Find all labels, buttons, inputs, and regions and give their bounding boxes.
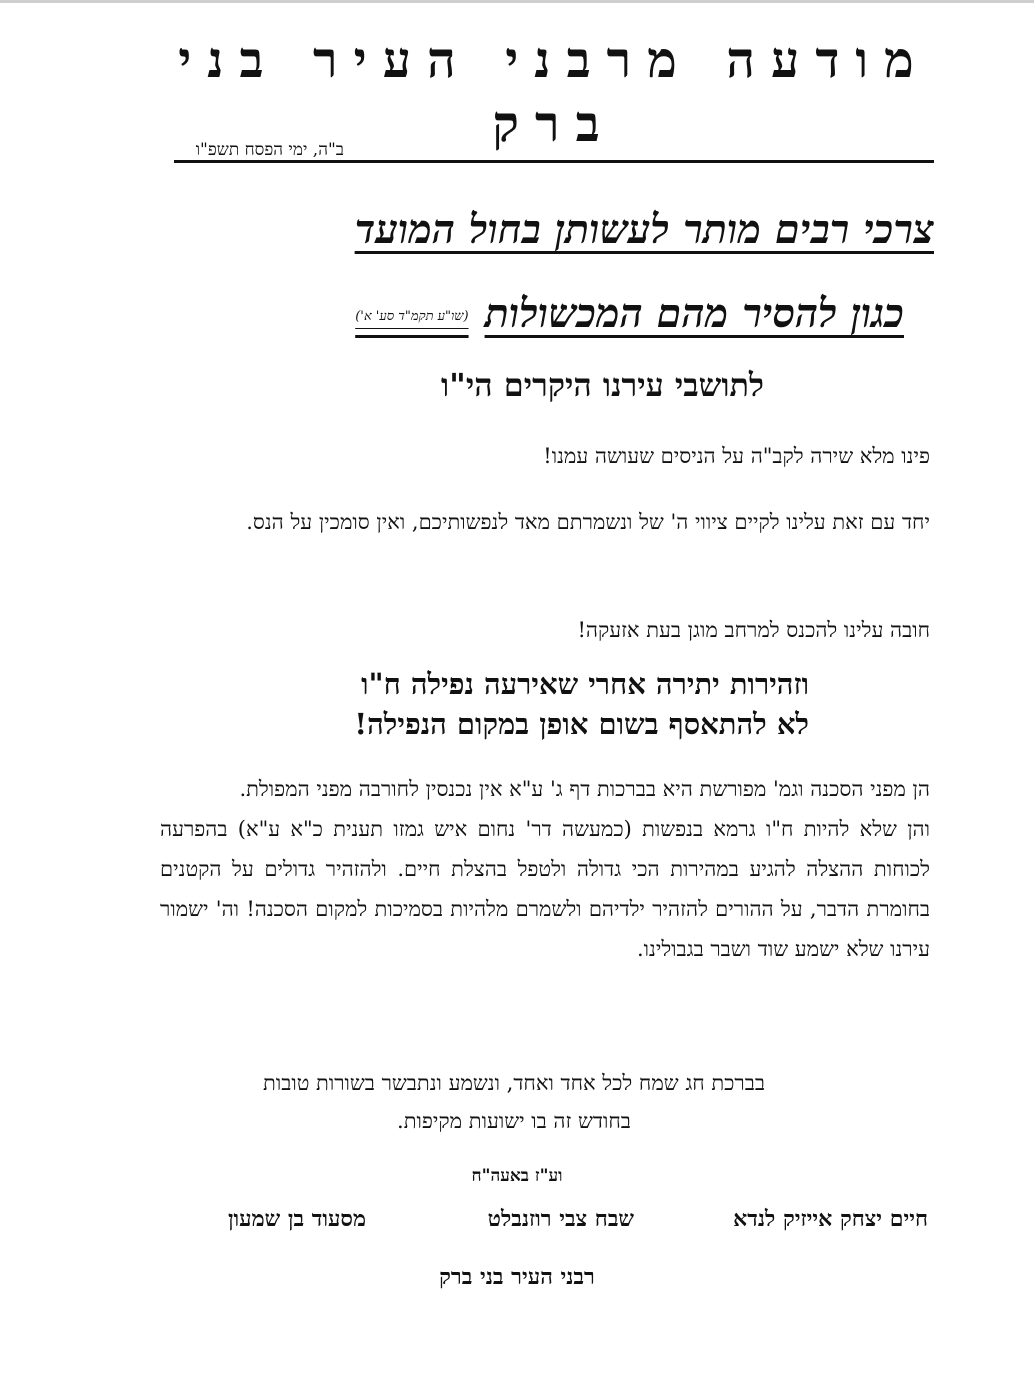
- notice-header-title: מודעה מרבני העיר בני ברק: [174, 28, 934, 163]
- paragraph-4-block: [160, 769, 930, 969]
- warning-block: [209, 664, 809, 744]
- headline-line-1: צרכי רבים מותר לעשותן בחול המועד: [354, 206, 934, 253]
- greeting: לתושבי עירנו היקרים הי"ו: [440, 366, 764, 404]
- signature-intro: וע"ז באעה"ח: [471, 1166, 563, 1186]
- paragraph-5: והן שלא להיות ח"ו גרמא בנפשות (כמעשה דר' נחום איש גמזו תענית כ"א ע"א) בהפרעה לכוחות ההצלה להגיע במהירות הכי גדולה ולטפל בהצלת חיים. ולהזהיר גדולים על הקטנים בחומרת הדבר, על ההורים להזהיר ילדיהם ולשמרם מלהיות בסמיכות למקום הסכנה! וה' ישמור עירנו שלא ישמע שוד ושבר בגבולינו.: [160, 817, 930, 961]
- blessing-line-2: בחודש זה בו ישועות מקיפות.: [397, 1109, 631, 1133]
- signature-name: חיים יצחק אייזיק לנדא: [733, 1206, 928, 1232]
- blessing-line-1: בברכת חג שמח לכל אחד ואחד, ונשמע ונתבשר בשורות טובות: [263, 1071, 765, 1095]
- headline-reference: (שו"ע תקמ"ד סע' א'): [355, 309, 469, 324]
- headline-line-2: [355, 286, 904, 345]
- warning-line-2: לא להתאסף בשום אופן במקום הנפילה!: [354, 707, 809, 741]
- headline-line-2-text: כגון להסיר מהם המכשולות: [484, 290, 904, 337]
- blessing: [144, 1064, 884, 1140]
- signature-name: מסעוד בן שמעון: [227, 1206, 366, 1232]
- paragraph-3: חובה עלינו להכנס למרחב מוגן בעת אזעקה!: [577, 618, 930, 642]
- signatories-title: רבני העיר בני ברק: [439, 1264, 595, 1290]
- paragraph-1: פינו מלא שירה לקב"ה על הניסים שעושה עמנו!: [543, 444, 930, 468]
- signature-name: שבח צבי רוזנבלט: [487, 1206, 634, 1232]
- notice-date: ב"ה, ימי הפסח תשפ"ו: [195, 140, 344, 160]
- paragraph-2: יחד עם זאת עלינו לקיים ציווי ה' של ונשמרתם מאד לנפשותיכם, ואין סומכין על הנס.: [246, 510, 930, 534]
- paragraph-4: הן מפני הסכנה וגמ' מפורשת היא בברכות דף ג' ע"א אין נכנסין לחורבה מפני המפולת.: [239, 777, 930, 801]
- warning-line-1: וזהירות יתירה אחרי שאירעה נפילה ח"ו: [361, 667, 809, 701]
